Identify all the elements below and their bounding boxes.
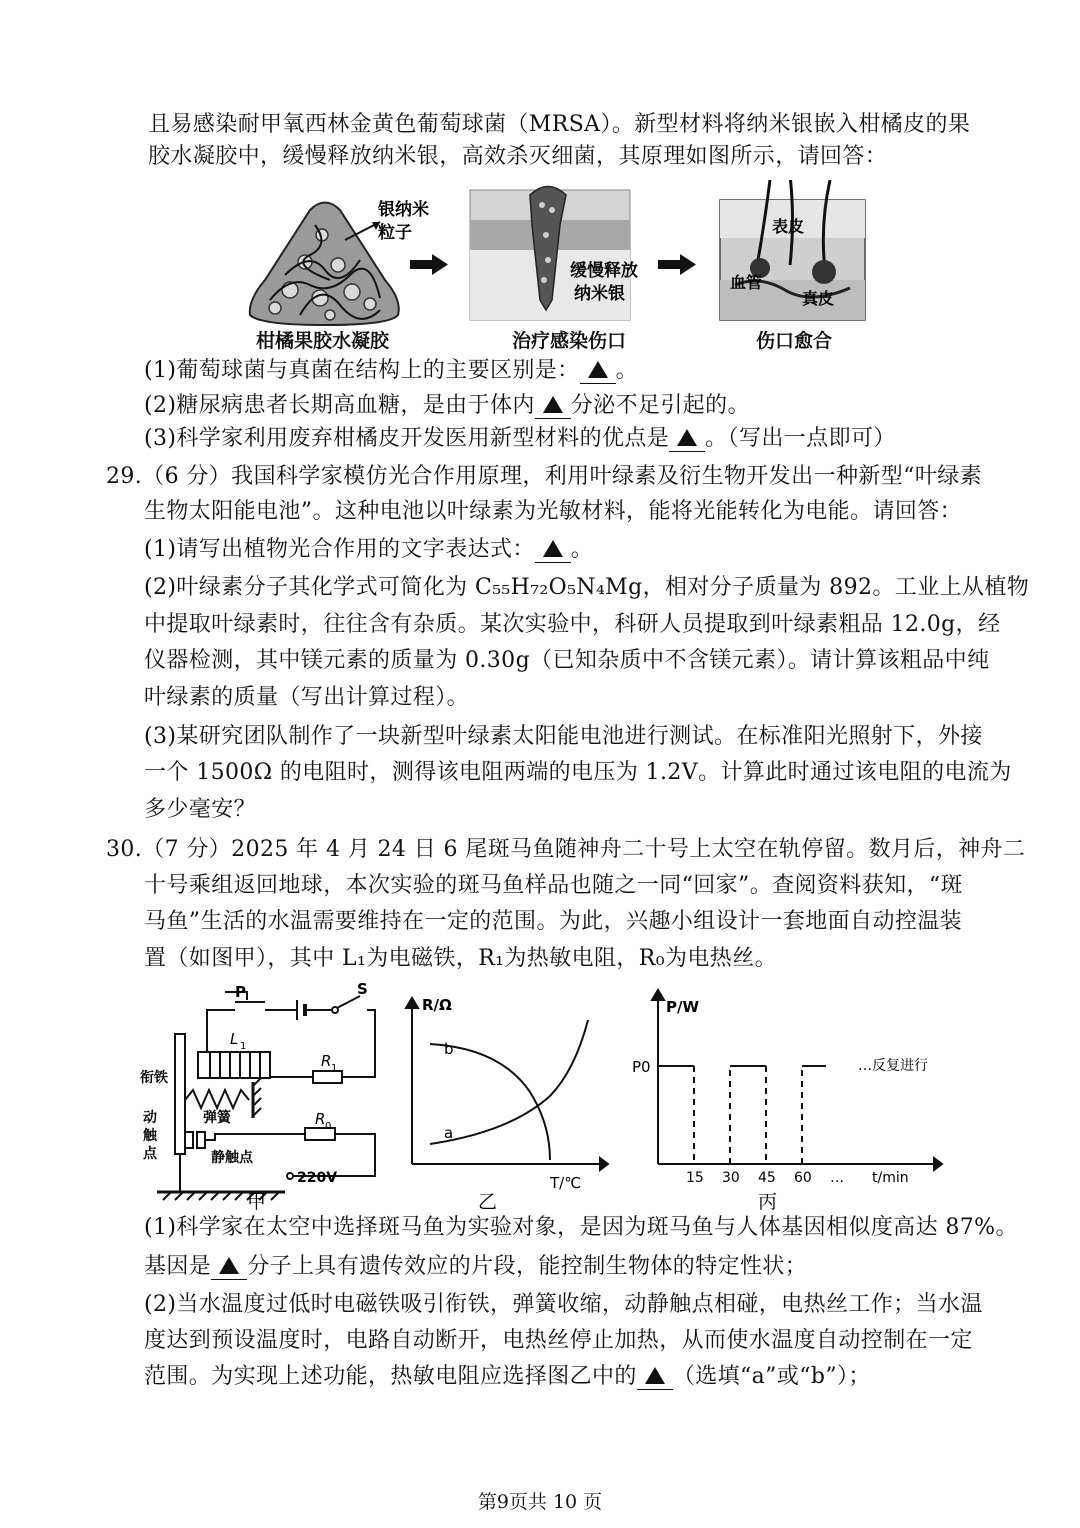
vessel-label: 血管 — [730, 273, 763, 292]
answer-blank[interactable] — [535, 538, 571, 563]
label-l1: L — [230, 1030, 239, 1048]
caption-jia: 甲 — [247, 1191, 267, 1212]
hydrogel-image — [250, 203, 399, 326]
series-label-b: b — [444, 1040, 454, 1058]
label-r0-sub: 0 — [325, 1121, 332, 1132]
x-axis-label: T/℃ — [550, 1174, 582, 1192]
q28-sub-3-text: (3)科学家利用废弃柑橘皮开发医用新型材料的优点是 — [144, 426, 670, 451]
caption-hydrogel: 柑橘果胶水凝胶 — [256, 330, 390, 352]
x-tick-label: 45 — [758, 1170, 776, 1186]
q29-sub-1-end: 。 — [570, 537, 594, 562]
answer-blank[interactable] — [580, 359, 616, 384]
intro-line-1: 且易感染耐甲氧西林金黄色葡萄球菌（MRSA）。新型材料将纳米银嵌入柑橘皮的果 — [148, 112, 971, 137]
answer-blank[interactable] — [669, 427, 705, 452]
q29-sub-2-line-3: 仪器检测，其中镁元素的质量为 0.30g（已知杂质中不含镁元素）。请计算该粗品中纯 — [144, 648, 990, 673]
x-axis-arrow — [934, 1158, 942, 1170]
label-r0: R — [315, 1110, 326, 1128]
q30-line-4: 置（如图甲），其中 L₁为电磁铁，R₁为热敏电阻，R₀为电热丝。 — [144, 946, 777, 971]
q30-line-3: 马鱼”生活的水温需要维持在一定的范围。为此，兴趣小组设计一套地面自动控温装 — [144, 909, 963, 934]
caption-wound-healed: 伤口愈合 — [756, 330, 833, 352]
x-axis-label: t/min — [872, 1170, 909, 1186]
q30-sub-2-line-2: 度达到预设温度时，电路自动断开，电热丝停止加热，从而使水温度自动控制在一定 — [144, 1328, 973, 1353]
answer-blank[interactable] — [637, 1365, 673, 1390]
page-footer: 第9页共 10 页 — [477, 1491, 603, 1513]
q29-sub-2-line-4: 叶绿素的质量（写出计算过程）。 — [144, 685, 470, 710]
silver-nano-label-2: 粒子 — [378, 223, 412, 243]
q29-line-1: 29.（6 分）我国科学家模仿光合作用原理，利用叶绿素及衍生物开发出一种新型“叶绿素 — [106, 464, 983, 489]
caption-yi: 乙 — [478, 1191, 498, 1212]
power-waveform — [658, 1066, 826, 1164]
epidermis-label: 表皮 — [772, 217, 805, 236]
q29-sub-1-text: (1)请写出植物光合作用的文字表达式： — [144, 537, 535, 562]
x-axis-arrow — [600, 1158, 608, 1170]
chart-power-time — [630, 986, 950, 1212]
q30-sub-1-line-1: (1)科学家在太空中选择斑马鱼为实验对象，是因为斑马鱼与人体基因相似度高达 87%。 — [144, 1215, 1018, 1240]
series-label-a: a — [444, 1124, 454, 1142]
q29-sub-1 — [144, 535, 593, 565]
q28-sub-1 — [144, 356, 638, 386]
chart-resistance-temperature — [400, 992, 610, 1212]
q30-sub-2-line-3 — [144, 1362, 871, 1392]
release-label-2: 纳米银 — [574, 284, 625, 304]
label-moving-contact-1: 动 — [143, 1110, 157, 1126]
q29-sub-3-line-3: 多少毫安？ — [144, 797, 257, 822]
label-moving-contact-3: 点 — [143, 1146, 157, 1162]
dermis-label: 真皮 — [802, 289, 835, 308]
q30-sub-1-line-2 — [144, 1252, 807, 1282]
x-tick-labels — [686, 1170, 844, 1186]
arrow-right-icon — [658, 254, 696, 275]
curve-a — [430, 1020, 588, 1144]
label-r1: R — [321, 1052, 332, 1070]
x-tick-label: 30 — [722, 1170, 740, 1186]
label-s: S — [357, 982, 368, 998]
answer-blank[interactable] — [535, 394, 571, 419]
intro-line-2: 胶水凝胶中，缓慢释放纳米银，高效杀灭细菌，其原理如图所示，请回答： — [148, 144, 888, 169]
q28-sub-1-end: 。 — [615, 358, 638, 383]
q28-sub-1-text: (1)葡萄球菌与真菌在结构上的主要区别是： — [144, 358, 580, 383]
annotation-repeat: …反复进行 — [858, 1058, 928, 1074]
spring — [185, 1090, 249, 1108]
armature — [175, 1034, 185, 1154]
q29-sub-3-line-1: (3)某研究团队制作了一块新型叶绿素太阳能电池进行测试。在标准阳光照射下，外接 — [144, 724, 983, 749]
q30-sub-2-text: 范围。为实现上述功能，热敏电阻应选择图乙中的 — [144, 1364, 637, 1389]
arrow-right-icon — [410, 254, 448, 275]
answer-blank[interactable] — [211, 1255, 247, 1280]
q28-sub-2 — [144, 391, 750, 421]
label-voltage: 220V — [297, 1170, 338, 1186]
triangle-icon — [588, 361, 608, 378]
q30-sub-1-text: 基因是 — [144, 1254, 212, 1279]
triangle-icon — [543, 540, 563, 557]
q29-sub-2-line-2: 中提取叶绿素时，往往含有杂质。某次实验中，科研人员提取到叶绿素粗品 12.0g，经 — [144, 612, 1001, 637]
caption-wound-treatment: 治疗感染伤口 — [512, 330, 627, 352]
q28-sub-2-text: (2)糖尿病患者长期高血糖，是由于体内 — [144, 393, 535, 418]
y-axis-label: P/W — [666, 998, 700, 1016]
label-l1-sub: 1 — [240, 1041, 247, 1052]
x-tick-label: 60 — [794, 1170, 812, 1186]
y-axis-arrow — [406, 998, 418, 1008]
q29-line-2: 生物太阳能电池”。这种电池以叶绿素为光敏材料，能将光能转化为电能。请回答： — [144, 499, 963, 524]
q29-sub-3-line-2: 一个 1500Ω 的电阻时，测得该电阻两端的电压为 1.2V。计算此时通过该电阻的电流为 — [144, 760, 1012, 785]
q30-sub-2-end: （选填“a”或“b”）； — [672, 1364, 871, 1389]
r1-resistor — [313, 1071, 342, 1083]
q30-line-1: 30.（7 分）2025 年 4 月 24 日 6 尾斑马鱼随神舟二十号上太空在轨停留。数月后，神舟二 — [106, 837, 1026, 862]
silver-nano-label-1: 银纳米 — [378, 200, 429, 220]
circuit-diagram — [135, 982, 395, 1212]
moving-contact — [185, 1132, 193, 1148]
y-axis-arrow — [652, 990, 664, 1000]
y-level-label-p0: P0 — [632, 1058, 651, 1076]
label-static-contact: 静触点 — [211, 1150, 253, 1166]
label-p: P — [235, 983, 246, 1001]
label-armature: 衔铁 — [140, 1070, 168, 1086]
healed-skin-image — [720, 180, 865, 320]
label-spring: 弹簧 — [203, 1110, 231, 1126]
curve-b — [430, 1044, 550, 1160]
q28-sub-2-end: 分泌不足引起的。 — [570, 393, 750, 418]
q28-sub-3 — [144, 424, 896, 454]
triangle-icon — [677, 429, 697, 446]
static-contact — [197, 1132, 205, 1148]
caption-bing: 丙 — [758, 1191, 778, 1212]
label-moving-contact-2: 触 — [143, 1128, 157, 1144]
y-axis-label: R/Ω — [422, 996, 452, 1014]
x-tick-label: 15 — [686, 1170, 704, 1186]
q30-sub-1-end: 分子上具有遗传效应的片段，能控制生物体的特定性状； — [247, 1254, 808, 1279]
label-r1-sub: 1 — [331, 1063, 338, 1074]
q28-sub-3-end: 。（写出一点即可） — [705, 426, 896, 451]
q30-line-2: 十号乘组返回地球，本次实验的斑马鱼样品也随之一同“回家”。查阅资料获知，“斑 — [144, 873, 963, 898]
q29-sub-2-line-1: (2)叶绿素分子其化学式可简化为 C₅₅H₇₂O₅N₄Mg，相对分子质量为 892。工业上从植物 — [144, 575, 1030, 600]
x-tick-label: … — [830, 1170, 844, 1186]
release-label-1: 缓慢释放 — [570, 261, 638, 281]
triangle-icon — [219, 1257, 239, 1274]
q30-sub-2-line-1: (2)当水温度过低时电磁铁吸引衔铁，弹簧收缩，动静触点相碰，电热丝工作；当水温 — [144, 1292, 983, 1317]
triangle-icon — [543, 396, 563, 413]
triangle-icon — [645, 1367, 665, 1384]
